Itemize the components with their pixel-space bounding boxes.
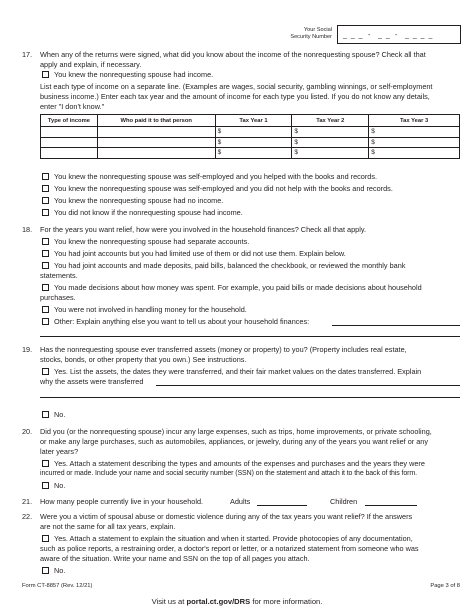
q20-text-2: or make any large purchases, such as automobiles, appliances, or jewelry, during any of the years you want relief or any <box>40 437 429 446</box>
q20-number: 20. <box>22 427 33 436</box>
q22-text-1: Were you a victim of spousal abuse or domestic violence during any of the tax years you want relief? If the answers <box>40 512 413 521</box>
q20-text-3: later years? <box>40 447 79 456</box>
q18-joint-limited-checkbox[interactable] <box>42 250 49 257</box>
q17-text-2: apply and explain, if necessary. <box>40 60 142 69</box>
q18-other-checkbox[interactable] <box>42 318 49 325</box>
income-year2-cell[interactable]: $ <box>292 137 369 148</box>
footer-visit-suffix: for more information. <box>250 597 323 606</box>
q17-did-not-know-checkbox[interactable] <box>42 209 49 216</box>
q19-no-checkbox[interactable] <box>42 411 49 418</box>
q19-explain-input-line2[interactable] <box>40 397 460 398</box>
q19-text-2: stocks, bonds, or other property that you own.) See instructions. <box>40 355 247 364</box>
q18-separate-checkbox[interactable] <box>42 238 49 245</box>
q17-number: 17. <box>22 50 33 59</box>
income-payer-cell[interactable] <box>97 127 215 138</box>
q18-joint-deposits-label-1: You had joint accounts and made deposits, paid bills, balanced the checkbook, or reviewed the monthly bank <box>54 261 406 270</box>
q17-no-income-checkbox[interactable] <box>42 197 49 204</box>
footer-visit <box>0 597 474 607</box>
q18-text: For the years you want relief, how were you involved in the household finances? Check all that apply. <box>40 225 366 234</box>
q21-number: 21. <box>22 497 33 506</box>
q18-decisions-label-2: purchases. <box>40 293 76 302</box>
q20-no-label: No. <box>54 481 66 490</box>
q21-children-input[interactable] <box>365 505 417 506</box>
q18-other-input-line2[interactable] <box>40 336 460 337</box>
q22-yes-label-1: Yes. Attach a statement to explain the situation and when it started. Provide photocopies of any documentation, <box>54 534 413 543</box>
q21-children-label: Children <box>330 497 358 506</box>
q20-yes-label-1: Yes. Attach a statement describing the types and amounts of the expenses and purchases and the years they were <box>54 459 425 468</box>
q20-no-checkbox[interactable] <box>42 482 49 489</box>
q18-separate-label: You knew the nonrequesting spouse had separate accounts. <box>54 237 250 246</box>
q17-self-emp-helped-checkbox[interactable] <box>42 173 49 180</box>
q22-yes-checkbox[interactable] <box>42 535 49 542</box>
income-year1-cell[interactable]: $ <box>215 137 292 148</box>
income-year2-cell[interactable]: $ <box>292 148 369 159</box>
income-year3-cell[interactable]: $ <box>369 137 460 148</box>
q18-other-label: Other: Explain anything else you want to tell us about your household finances: <box>54 317 310 326</box>
q17-had-income-label: You knew the nonrequesting spouse had income. <box>54 70 214 79</box>
income-row <box>41 137 460 148</box>
q18-joint-deposits-checkbox[interactable] <box>42 262 49 269</box>
q22-no-label: No. <box>54 566 66 575</box>
q17-self-emp-not-helped-label: You knew the nonrequesting spouse was self-employed and you did not help with the books and records. <box>54 184 393 193</box>
income-col-type: Type of income <box>41 115 98 127</box>
q17-self-emp-not-helped-checkbox[interactable] <box>42 185 49 192</box>
income-year1-cell[interactable]: $ <box>215 127 292 138</box>
ssn-label-line1: Your Social <box>303 27 332 33</box>
footer-portal-link[interactable]: portal.ct.gov/DRS <box>186 597 251 606</box>
q17-text-1: When any of the returns were signed, what did you know about the income of the nonrequesting spouse? Check all that <box>40 50 426 59</box>
ssn-separator-1: - <box>368 32 372 39</box>
income-col-year2: Tax Year 2 <box>292 115 369 127</box>
income-row <box>41 148 460 159</box>
q22-no-checkbox[interactable] <box>42 567 49 574</box>
q19-explain-input[interactable] <box>156 385 460 386</box>
income-col-year1: Tax Year 1 <box>215 115 292 127</box>
income-type-cell[interactable] <box>41 137 98 148</box>
q22-yes-label-2: such as police reports, a restraining order, a doctor's report or letter, or a notarized statement from someone who was <box>40 544 419 553</box>
q22-text-2: are not the same for all tax years, explain. <box>40 522 176 531</box>
income-year1-cell[interactable]: $ <box>215 148 292 159</box>
income-col-year3: Tax Year 3 <box>369 115 460 127</box>
ssn-field[interactable]: _ _ _ - _ _ - _ _ _ _ <box>337 25 461 44</box>
income-payer-cell[interactable] <box>97 148 215 159</box>
q18-decisions-label-1: You made decisions about how money was spent. For example, you paid bills or made decisions about household <box>54 283 422 292</box>
footer-visit-prefix: Visit us at <box>151 597 187 606</box>
q17-self-emp-helped-label: You knew the nonrequesting spouse was self-employed and you helped with the books and records. <box>54 172 378 181</box>
q22-number: 22. <box>22 512 33 521</box>
q19-yes-checkbox[interactable] <box>42 368 49 375</box>
q19-yes-label-1: Yes. List the assets, the dates they were transferred, and their fair market values on the dates transferred. Explain <box>54 367 422 376</box>
ssn-label <box>270 27 332 41</box>
form-id: Form CT-8857 (Rev. 12/21) <box>22 583 93 589</box>
q21-adults-label: Adults <box>230 497 251 506</box>
q18-not-involved-label: You were not involved in handling money for the household. <box>54 305 247 314</box>
income-type-cell[interactable] <box>41 148 98 159</box>
q18-number: 18. <box>22 225 33 234</box>
q18-not-involved-checkbox[interactable] <box>42 306 49 313</box>
q17-did-not-know-label: You did not know if the nonrequesting spouse had income. <box>54 208 243 217</box>
q20-text-1: Did you (or the nonrequesting spouse) incur any large expenses, such as trips, home improvements, or private schooling, <box>40 427 432 436</box>
page-number: Page 3 of 8 <box>430 583 460 589</box>
q19-text-1: Has the nonrequesting spouse ever transferred assets (money or property) to you? (Property includes real estate, <box>40 345 407 354</box>
q18-joint-limited-label: You had joint accounts but you had limited use of them or did not use them. Explain below. <box>54 249 346 258</box>
q19-yes-label-2: why the assets were transferred <box>40 377 144 386</box>
ssn-separator-2: - <box>395 32 399 39</box>
q20-yes-label-2: incurred or made. Include your name and social security number (SSN) on the statement and attach it to the back of this form. <box>40 470 417 477</box>
q18-decisions-checkbox[interactable] <box>42 284 49 291</box>
ssn-label-line2: Security Number <box>290 34 332 40</box>
income-payer-cell[interactable] <box>97 137 215 148</box>
q18-other-input[interactable] <box>332 325 460 326</box>
income-year3-cell[interactable]: $ <box>369 127 460 138</box>
q22-yes-label-3: aware of the situation. Write your name and SSN on the top of all pages you attach. <box>40 554 310 563</box>
income-table-header-row <box>41 115 460 127</box>
income-year2-cell[interactable]: $ <box>292 127 369 138</box>
income-table <box>40 114 460 159</box>
q17-instr-2: business income.) Enter each tax year and the amount of income for each type you listed. If you do not know any details, <box>40 92 430 101</box>
q20-yes-checkbox[interactable] <box>42 460 49 467</box>
q17-instr-1: List each type of income on a separate line. (Examples are wages, social security, gambling winnings, or self-employment <box>40 82 433 91</box>
q17-instr-3: enter "I don't know." <box>40 102 105 111</box>
income-row <box>41 127 460 138</box>
q21-adults-input[interactable] <box>257 505 307 506</box>
q18-joint-deposits-label-2: statements. <box>40 271 78 280</box>
income-col-payer: Who paid it to that person <box>97 115 215 127</box>
q19-number: 19. <box>22 345 33 354</box>
income-year3-cell[interactable]: $ <box>369 148 460 159</box>
q19-no-label: No. <box>54 410 66 419</box>
q17-no-income-label: You knew the nonrequesting spouse had no income. <box>54 196 224 205</box>
q17-had-income-checkbox[interactable] <box>42 71 49 78</box>
income-type-cell[interactable] <box>41 127 98 138</box>
q21-text: How many people currently live in your household. <box>40 497 204 506</box>
